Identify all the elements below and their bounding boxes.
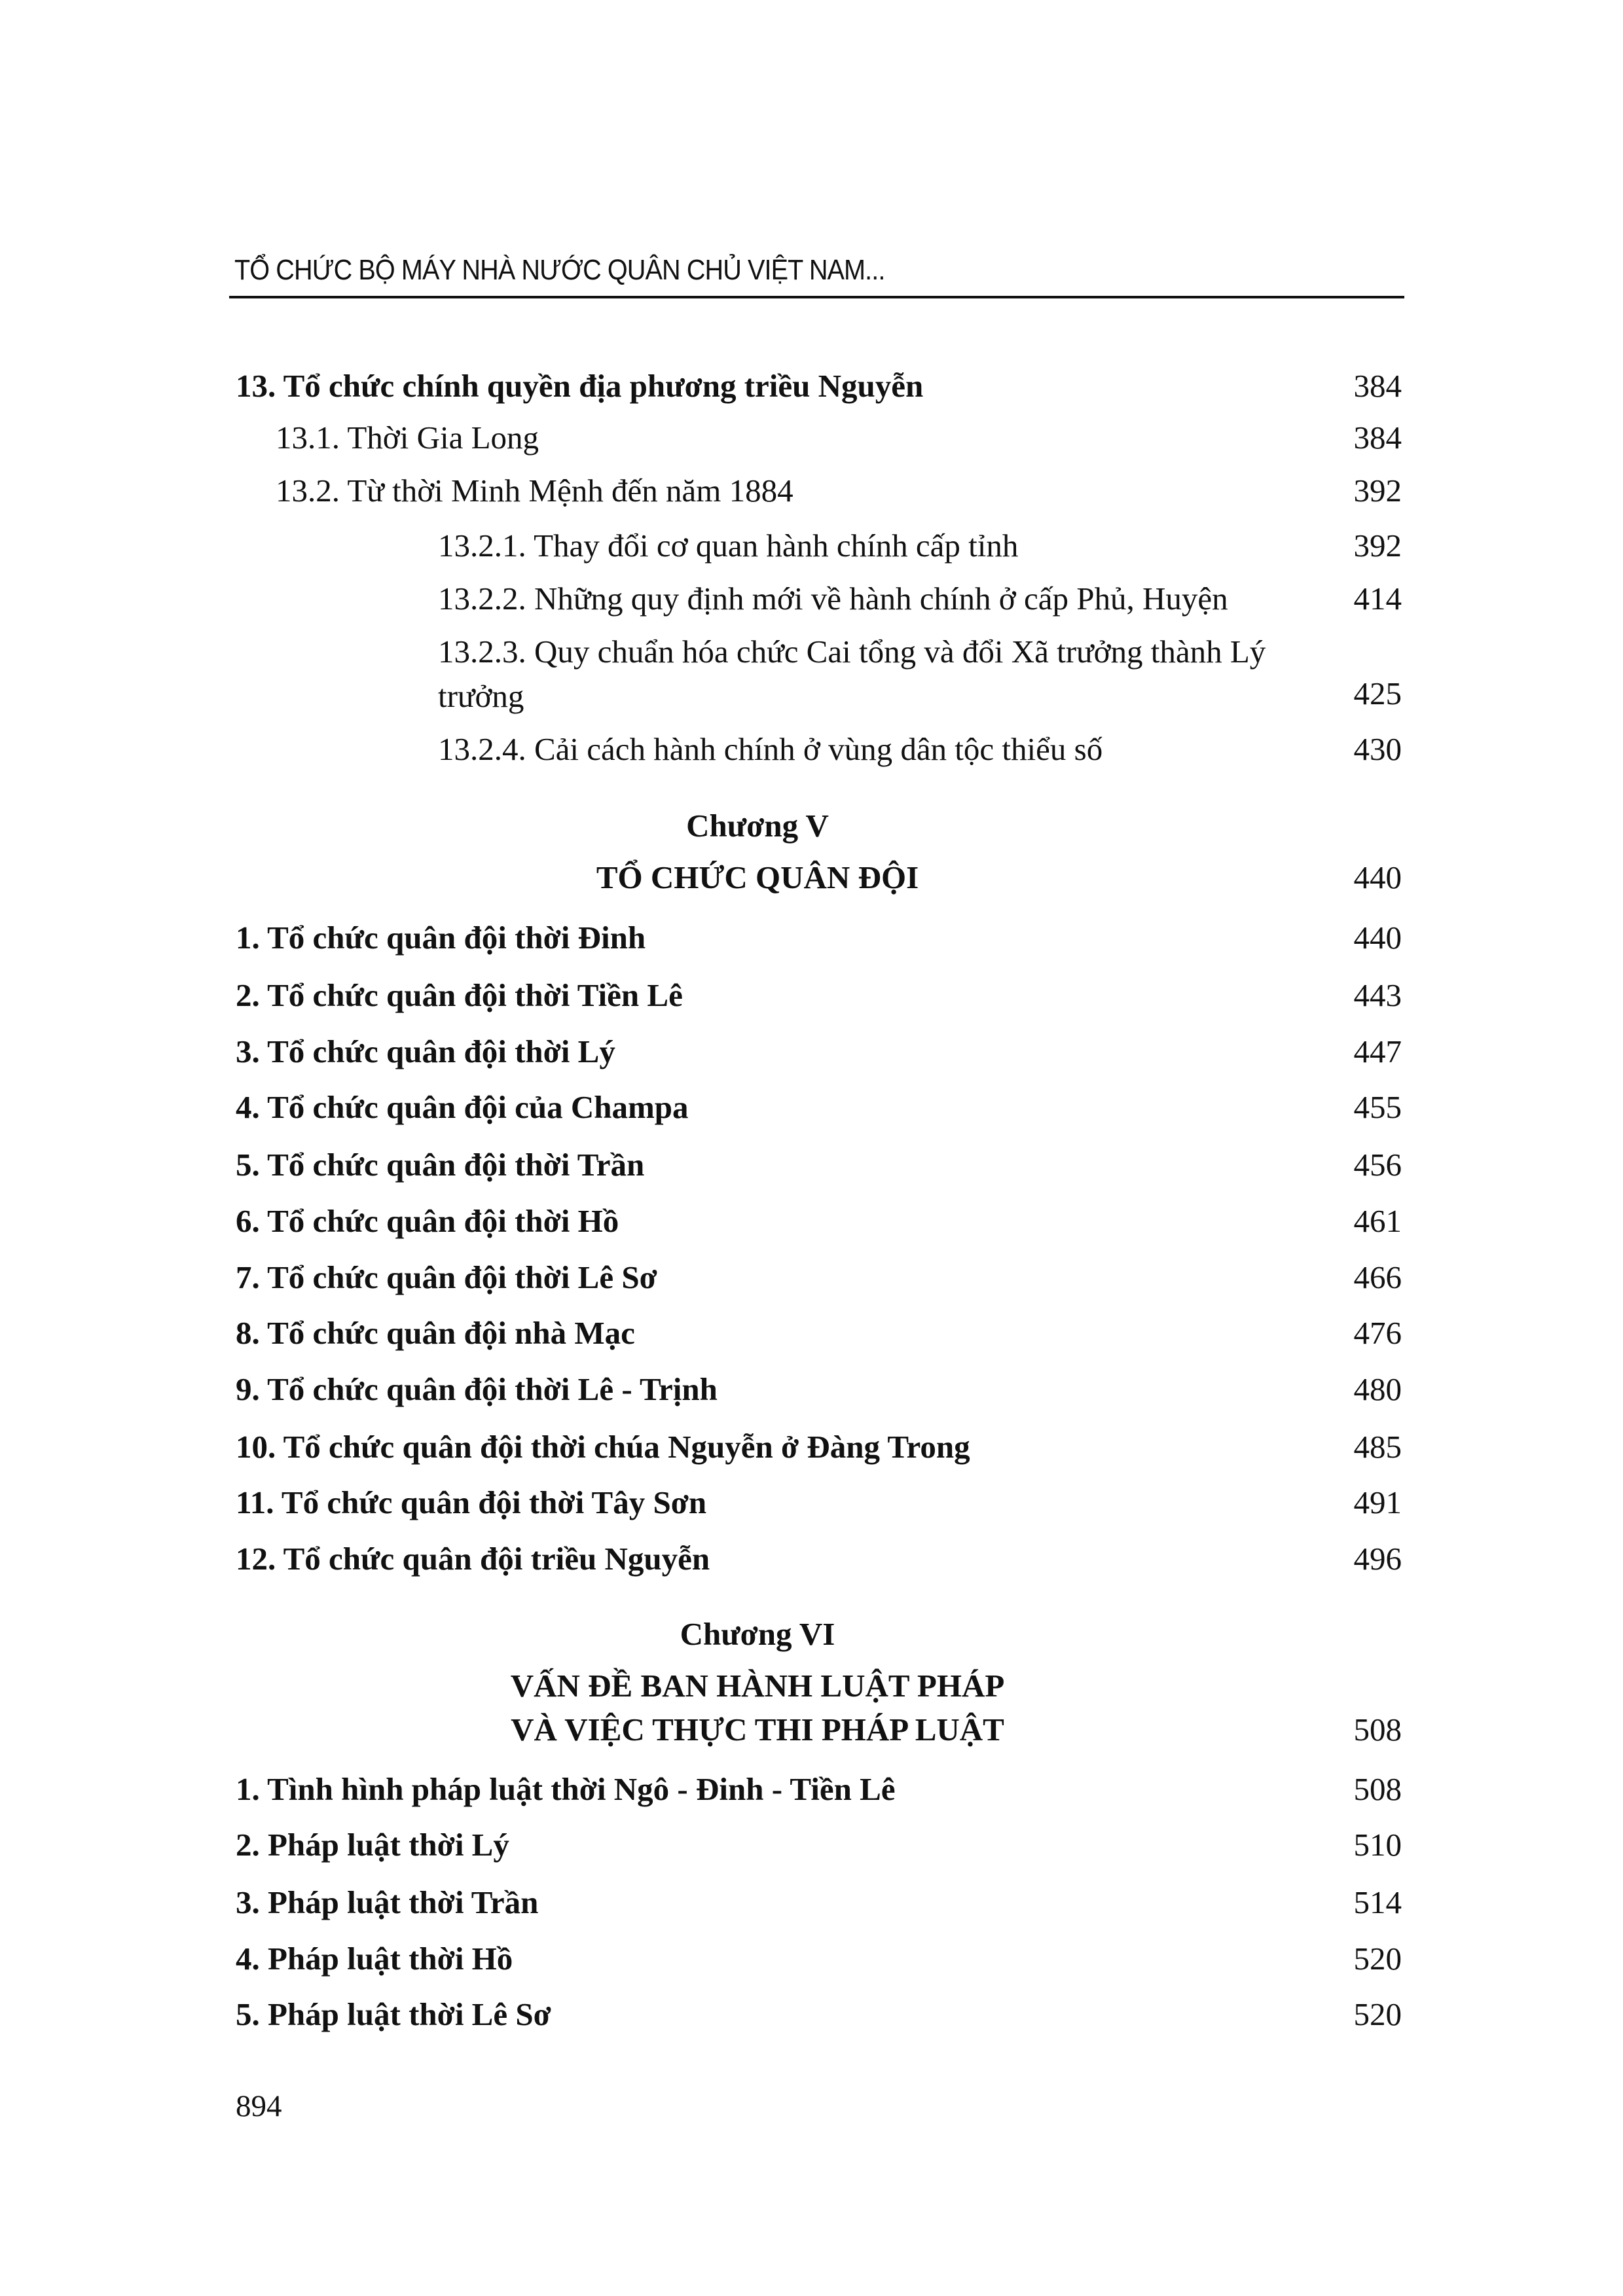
toc-entry <box>236 1770 1402 1809</box>
toc-entry <box>438 526 1402 565</box>
entry-page: 461 <box>1353 1203 1402 1239</box>
toc-entry <box>236 1258 1402 1297</box>
running-header: TỔ CHỨC BỘ MÁY NHÀ NƯỚC QUÂN CHỦ VIỆT NAM... <box>234 254 885 286</box>
chapter-page: 508 <box>1353 1712 1402 1748</box>
entry-title: 4. Tổ chức quân đội của Champa <box>236 1089 689 1125</box>
entry-title: 5. Pháp luật thời Lê Sơ <box>236 1996 551 2032</box>
chapter-label: Chương VI <box>680 1616 835 1652</box>
toc-entry <box>236 367 1402 406</box>
toc-entry <box>236 976 1402 1015</box>
entry-title: 13.2.4. Cải cách hành chính ở vùng dân tộc thiểu số <box>438 731 1103 767</box>
entry-title: 8. Tổ chức quân đội nhà Mạc <box>236 1315 635 1351</box>
entry-title: 13.2.1. Thay đổi cơ quan hành chính cấp tỉnh <box>438 528 1019 564</box>
entry-title: 1. Tình hình pháp luật thời Ngô - Đinh - Tiền Lê <box>236 1771 896 1807</box>
entry-page: 491 <box>1353 1484 1402 1520</box>
toc-entry <box>438 730 1402 769</box>
entry-page: 455 <box>1353 1089 1402 1125</box>
toc-entry <box>438 630 1402 714</box>
entry-title: 12. Tổ chức quân đội triều Nguyễn <box>236 1541 710 1577</box>
entry-title: 1. Tổ chức quân đội thời Đinh <box>236 920 646 956</box>
entry-page: 485 <box>1353 1429 1402 1465</box>
entry-title: 3. Tổ chức quân đội thời Lý <box>236 1033 615 1069</box>
entry-page: 520 <box>1353 1996 1402 2032</box>
entry-title: 13.2. Từ thời Minh Mệnh đến năm 1884 <box>276 473 793 509</box>
toc-entry <box>438 579 1402 619</box>
chapter-page: 440 <box>1353 859 1402 895</box>
entry-page: 384 <box>1353 420 1402 456</box>
toc-entry <box>236 1145 1402 1185</box>
toc-entry <box>236 1202 1402 1241</box>
entry-title: 6. Tổ chức quân đội thời Hồ <box>236 1203 619 1239</box>
toc-entry <box>236 1825 1402 1865</box>
toc-entry <box>236 1427 1402 1467</box>
chapter-title: TỔ CHỨC QUÂN ĐỘI <box>596 859 919 895</box>
toc-entry <box>236 1483 1402 1522</box>
toc-entry <box>276 418 1402 457</box>
toc-entry <box>236 1088 1402 1127</box>
page-number: 894 <box>236 2089 282 2123</box>
entry-page: 384 <box>1353 368 1402 404</box>
entry-page: 414 <box>1353 581 1402 617</box>
entry-page: 440 <box>1353 920 1402 956</box>
entry-page: 447 <box>1353 1033 1402 1069</box>
entry-title: 10. Tổ chức quân đội thời chúa Nguyễn ở Đàng Trong <box>236 1429 970 1465</box>
entry-title: 13.2.2. Những quy định mới về hành chính ở cấp Phủ, Huyện <box>438 581 1228 617</box>
entry-page: 392 <box>1353 473 1402 509</box>
entry-title: 2. Tổ chức quân đội thời Tiền Lê <box>236 977 683 1013</box>
entry-page: 430 <box>1353 731 1402 767</box>
toc-entry <box>236 1032 1402 1071</box>
entry-title: 5. Tổ chức quân đội thời Trần <box>236 1147 645 1183</box>
entry-page: 443 <box>1353 977 1402 1013</box>
chapter-title-line2: VÀ VIỆC THỰC THI PHÁP LUẬT <box>511 1712 1004 1748</box>
toc-entry <box>236 1539 1402 1579</box>
entry-title: 13. Tổ chức chính quyền địa phương triều Nguyễn <box>236 368 924 404</box>
entry-page: 520 <box>1353 1941 1402 1977</box>
entry-title: 13.2.3. Quy chuẩn hóa chức Cai tổng và đổi Xã trưởng thành Lý trưởng <box>438 634 1266 714</box>
entry-page: 392 <box>1353 528 1402 564</box>
chapter-title-line1: VẤN ĐỀ BAN HÀNH LUẬT PHÁP <box>510 1668 1005 1704</box>
entry-page: 480 <box>1353 1371 1402 1407</box>
entry-title: 3. Pháp luật thời Trần <box>236 1884 539 1920</box>
entry-page: 496 <box>1353 1541 1402 1577</box>
chapter-label: Chương V <box>686 808 829 844</box>
entry-title: 4. Pháp luật thời Hồ <box>236 1941 513 1977</box>
entry-title: 2. Pháp luật thời Lý <box>236 1827 509 1863</box>
toc-entry <box>236 1939 1402 1979</box>
toc-entry <box>236 1370 1402 1409</box>
entry-page: 456 <box>1353 1147 1402 1183</box>
entry-title: 9. Tổ chức quân đội thời Lê - Trịnh <box>236 1371 718 1407</box>
toc-entry <box>276 471 1402 511</box>
toc-entry <box>236 918 1402 958</box>
entry-title: 7. Tổ chức quân đội thời Lê Sơ <box>236 1259 657 1295</box>
header-rule <box>229 296 1404 298</box>
toc-entry <box>236 1314 1402 1353</box>
entry-page: 508 <box>1353 1771 1402 1807</box>
toc-entry <box>236 1883 1402 1922</box>
entry-title: 13.1. Thời Gia Long <box>276 420 539 456</box>
entry-page: 514 <box>1353 1884 1402 1920</box>
entry-page: 510 <box>1353 1827 1402 1863</box>
entry-page: 425 <box>1353 675 1402 711</box>
entry-page: 476 <box>1353 1315 1402 1351</box>
entry-page: 466 <box>1353 1259 1402 1295</box>
entry-title: 11. Tổ chức quân đội thời Tây Sơn <box>236 1484 707 1520</box>
toc-entry <box>236 1995 1402 2034</box>
